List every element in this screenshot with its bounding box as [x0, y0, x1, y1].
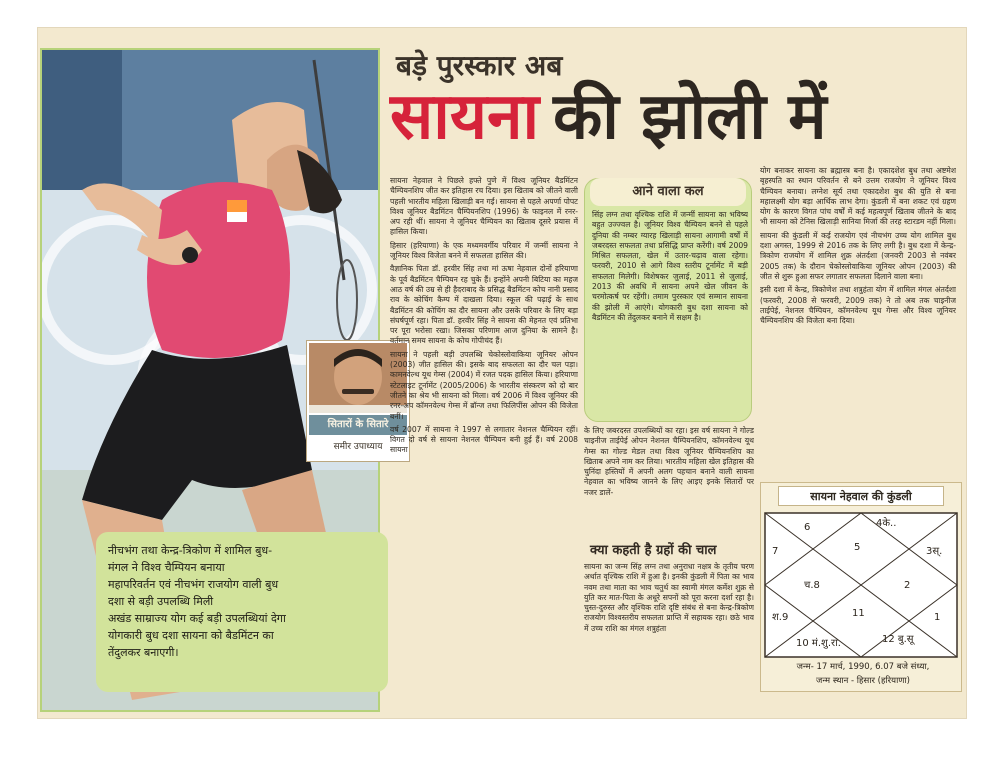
kundali-house: 11 — [852, 608, 865, 619]
kundali-chart — [764, 512, 958, 658]
author-name: समीर उपाध्याय — [333, 442, 383, 452]
paragraph: सायना नेहवाल ने पिछले हफ्ते पुणे में विश्व जूनियर बैडमिंटन चैम्पियनशिप जीत कर इतिहास रच दिया। इस खिताब को जीतने वाली पहली भारतीय महिला खिलाड़ी बन गईं। सायना से पहले अपर्णा पोपट विश्व जूनियर बैडमिंटन चैम्पियनशिप (1996) के फाइनल में रनर-अप रही थीं। सायना ने जूनियर चैम्पियन का खिताब दूसरे प्रयास में हासिल किया। — [390, 176, 578, 237]
paragraph: वैज्ञानिक पिता डॉ. हरवीर सिंह तथा मां ऊषा नेहवाल दोनों हरियाणा के पूर्व बैडमिंटन चैम्पियन रह चुके हैं। इन्होंने अपनी बिटिया का महज आठ वर्ष की उम्र से ही हैदराबाद के प्रसिद्ध बैडमिंटन कोच नानी प्रसाद राव के कोचिंग कैम्प में दाखला दिया। स्कूल की पढ़ाई के साथ बैडमिंटन की कोचिंग का दौर सायना और उसके परिवार के लिए बड़ा संघर्षपूर्ण रहा। पिता डॉ. हरवीर सिंह ने सायना की मेहनत एवं प्रतिभा पर पूरा भरोसा रखा। जिसका परिणाम आज दुनिया के सामने है। वर्तमान समय सायना के कोच गोपीचंद हैं। — [390, 264, 578, 346]
paragraph: वर्ष 2007 में सायना ने 1997 से लगातार नेशनल चैम्पियन रहीं। विगत दो वर्ष से सायना नेशनल चैम्पियन बनी हुई हैं। वर्ष 2008 सायना — [390, 424, 578, 455]
headline-kicker: बड़े पुरस्कार अब — [396, 49, 563, 82]
article-column-1 — [390, 176, 578, 706]
kundali-house: 1 — [934, 612, 941, 623]
kundali-house: 3स्. — [926, 546, 943, 557]
kundali-house: 6 — [804, 522, 811, 533]
kundali-house: श.9 — [772, 612, 789, 623]
paragraph: सिंह लग्न तथा वृश्चिक राशि में जन्मीं सायना का भविष्य बहुत उज्ज्वल है। जूनियर विश्व चैम्पियन बनने से पहले दुनिया की नम्बर ग्यारह खिलाड़ी सायना आगामी वर्षों में जबरदस्त सफलता तथा प्रसिद्धि प्राप्त करेंगी। वर्ष 2009 मिश्रित सफलता, खेल में उतार-चढ़ाव वाला रहेगा। फरवरी, 2010 से आगे विश्व स्तरीय टूर्नामेंट में बड़ी सफलता मिलेगी। विशेषकर जुलाई, 2011 से जुलाई, 2013 की अवधि में सायना अपने खेल जीवन के चरमोत्कर्ष पर रहेंगी। तमाम पुरस्कार एवं सम्मान सायना की झोली में आएंगे। योगकारी बुध दशा सायना को बैडमिंटन की तेंदुलकर बनाने में सक्षम है। — [592, 210, 748, 322]
caption-line: योगकारी बुध दशा सायना को बैडमिंटन का — [108, 629, 274, 642]
upcoming-title: आने वाला कल — [590, 178, 746, 206]
caption-line: नीचभंग तथा केन्द्र-त्रिकोण में शामिल बुध- — [108, 544, 273, 557]
paragraph: सायना ने पहली बड़ी उपलब्धि चेकोस्लोवाकिया जूनियर ओपन (2003) जीत हासिल की। इसके बाद सफलता का दौर चल पड़ा। कामनवेल्थ यूथ गेम्स (2004) में रजत पदक हासिल किया। हरियाणा स्टेटलाइट टूर्नामेंट (2005/2006) के भारतीय संस्करण को दो बार जीतने का श्रेय भी सायना को मिला। वर्ष 2006 में विश्व जूनियर की रनर-अप कॉमनवेल्थ गेम्स में ब्रॉन्ज तथा फिलिपींस ओपन की विजेता बनीं। — [390, 349, 578, 421]
paragraph: योग बनाकर सायना का ब्रह्मास्त्र बना है। एकादशेश बुध तथा अष्टमेश बृहस्पति का स्थान परिवर्तन से बने उत्तम राजयोग ने जूनियर विश्व चैम्पियन बनाया। लग्नेश सूर्य तथा एकादशेश बुध की युति से बना महालक्ष्मी योग बड़ा आर्थिक लाभ देगा। कुंडली में बना शकट एवं ग्रहण योग के कारण विगत पांच वर्षों में कई महत्वपूर्ण खिताब जीतने के बाद भी सायना को टेनिस खिलाड़ी सानिया मिर्जा की तरह स्टारडम नहीं मिला। — [760, 166, 956, 227]
subheading: क्या कहती है ग्रहों की चाल — [590, 543, 717, 558]
paragraph: के लिए जबरदस्त उपलब्धियों का रहा। इस वर्ष सायना ने गोल्ड चाइनीज ताईपेई ओपन नेशनल चैम्पियनशिप, कॉमनवेल्थ यूथ गेम्स का गोल्ड मेडल तथा विश्व जूनियर चैम्पियनशिप का खिताब अपने नाम कर लिया। भारतीय महिला खेल इतिहास की चुनिंदा हस्तियों में अपनी अलग पहचान बनाने वाली सायना नेहवाल का भविष्य जानने के लिए आइए इनके सितारों पर नजर डालें- — [584, 426, 754, 497]
kundali-house: 12 बु.सू — [882, 634, 914, 645]
paragraph: हिसार (हरियाणा) के एक मध्यमवर्गीय परिवार में जन्मीं सायना ने जूनियर विश्व विजेता बनने में सफलता हासिल की। — [390, 240, 578, 261]
kundali-house: 10 मं.शु.रा. — [796, 638, 841, 649]
headline-name: सायना — [390, 79, 540, 154]
birth-details: जन्म- 17 मार्च, 1990, 6.07 बजे संध्या, — [796, 662, 930, 672]
article-column-2-continued — [584, 562, 754, 708]
article-column-3 — [760, 166, 956, 478]
kundali-house: 5 — [854, 542, 861, 553]
birth-place: जन्म स्थान - हिसार (हरियाणा) — [816, 676, 910, 686]
caption-line: महापरिवर्तन एवं नीचभंग राजयोग वाली बुध — [108, 578, 279, 591]
caption-line: मंगल ने विश्व चैम्पियन बनाया — [108, 561, 225, 574]
kundali-house: 2 — [904, 580, 911, 591]
caption-box — [96, 532, 388, 692]
headline-rest: की झोली में — [553, 79, 827, 154]
kundali-house: 4के.. — [876, 518, 897, 529]
kundali-house: च.8 — [804, 580, 820, 591]
paragraph: सायना की कुंडली में कई राजयोग एवं नीचभंग उच्च योग शामिल बुध दशा अगस्त, 1999 से 2016 तक के लिए लगी है। बुध दशा में केन्द्र-त्रिकोण राजयोग में शामिल शुक्र अंतर्दशा (जनवरी 2003 से नवंबर 2005 तक) के दौरान चेकोस्लोवाकिया जूनियर ओपन (2003) की जीत से शुरू हुआ सफर लगातार सफलता दिलाने वाला बना। — [760, 230, 956, 281]
column-badge: सितारों के सितारे — [309, 415, 407, 435]
kundali-title: सायना नेहवाल की कुंडली — [778, 486, 944, 506]
paragraph: इसी दशा में केन्द्र, त्रिकोणेश तथा शत्रुहंता योग में शामिल मंगल अंतर्दशा (फरवरी, 2008 से फरवरी, 2009 तक) ने तो अब तक चाइनीज ताईपेई, नेशनल चैम्पियन, कॉमनवेल्थ यूथ गेम्स और विश्व जूनियर चैम्पियनशिप की विजेता बना दिया। — [760, 285, 956, 326]
headline — [390, 79, 827, 154]
upcoming-text — [592, 210, 748, 416]
caption-line: तेंदुलकर बनाएगी। — [108, 646, 179, 659]
article-column-2 — [584, 426, 754, 534]
paragraph: सायना का जन्म सिंह लग्न तथा अनुराधा नक्षत्र के तृतीय चरण अर्थात वृश्चिक राशि में हुआ है। इनकी कुंडली में पिता का भाव नवम तथा माता का भाव चतुर्थ का स्वामी मंगल कर्मेश शुक्र से युति कर मात-पिता के अधूरे सपनों को पूरा करना दर्शा रहा है। चुस्त-दुरुस्त और वृश्चिक राशि दृष्टि संबंध से बना केन्द्र-त्रिकोण राजयोग विश्वस्तरीय सफलता प्राप्ति में सहायक रहा। छठे भाव में उच्च राशि का मंगल शत्रुहंता — [584, 562, 754, 633]
kundali-house: 7 — [772, 546, 779, 557]
caption-line: अखंड साम्राज्य योग कई बड़ी उपलब्धियां देगा — [108, 612, 286, 625]
caption-line: दशा से बड़ी उपलब्धि मिली — [108, 595, 214, 608]
